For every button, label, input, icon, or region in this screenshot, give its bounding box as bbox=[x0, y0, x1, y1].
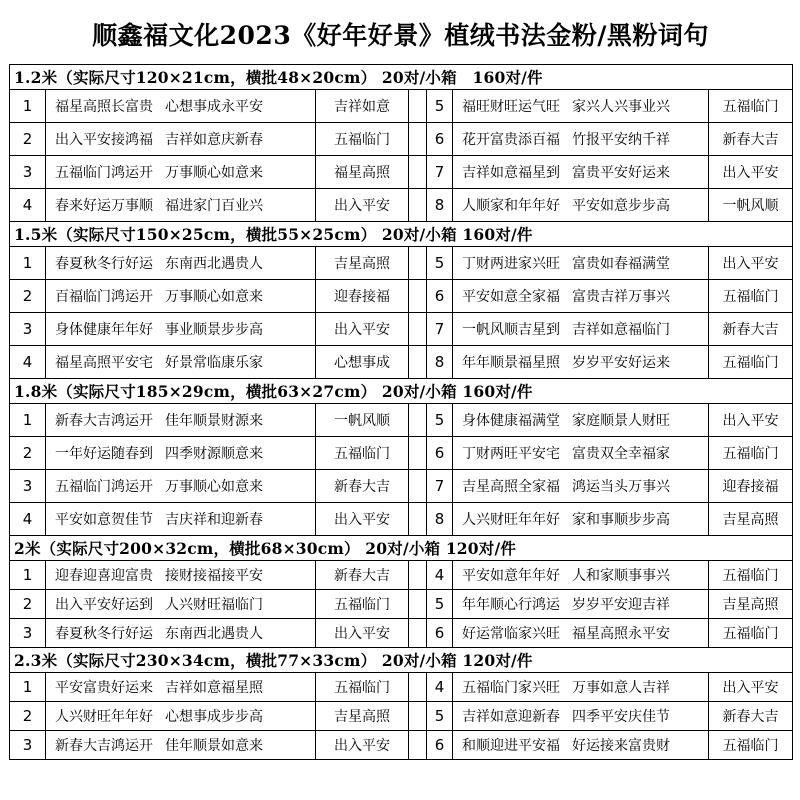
couplet-pair bbox=[453, 156, 709, 189]
horizontal-scroll-text: 出入平安 bbox=[316, 731, 409, 760]
couplet-pair bbox=[453, 503, 709, 536]
item-number: 7 bbox=[427, 470, 453, 503]
item-number: 5 bbox=[427, 590, 453, 619]
couplet-line-lower: 接财接福接平安 bbox=[165, 568, 263, 584]
section-header-text: 1.2米（实际尺寸120×21cm，横批48×20cm） 20对/小箱 160对/件 bbox=[10, 65, 793, 90]
section-header bbox=[10, 65, 793, 90]
couplet-pair bbox=[46, 731, 316, 760]
table-row bbox=[10, 619, 793, 648]
couplet-line-upper: 吉祥如意福星到 bbox=[462, 165, 560, 181]
section-header-text: 1.8米（实际尺寸185×29cm，横批63×27cm） 20对/小箱 160对/件 bbox=[10, 379, 793, 404]
table-row bbox=[10, 673, 793, 702]
couplet-line-lower: 家庭顺景人财旺 bbox=[572, 413, 670, 429]
couplet-line-upper: 福星高照长富贵 bbox=[55, 99, 153, 115]
horizontal-scroll-text: 五福临门 bbox=[709, 619, 793, 648]
horizontal-scroll-text: 五福临门 bbox=[316, 437, 409, 470]
table-row bbox=[10, 280, 793, 313]
couplet-line-lower: 好运接来富贵财 bbox=[572, 738, 670, 754]
couplet-line-upper: 春夏秋冬行好运 bbox=[55, 256, 153, 272]
couplet-line-lower: 竹报平安纳千祥 bbox=[572, 132, 670, 148]
couplet-line-lower: 东南西北遇贵人 bbox=[165, 626, 263, 642]
couplet-line-lower: 吉祥如意庆新春 bbox=[165, 132, 263, 148]
item-number: 3 bbox=[10, 619, 46, 648]
couplet-pair bbox=[453, 90, 709, 123]
item-number: 3 bbox=[10, 470, 46, 503]
couplet-line-lower: 福进家门百业兴 bbox=[165, 198, 263, 214]
horizontal-scroll-text: 迎春接福 bbox=[316, 280, 409, 313]
section-header-text: 1.5米（实际尺寸150×25cm，横批55×25cm） 20对/小箱 160对/件 bbox=[10, 222, 793, 247]
couplet-line-upper: 春来好运万事顺 bbox=[55, 198, 153, 214]
couplet-line-lower: 好景常临康乐家 bbox=[165, 355, 263, 371]
couplet-line-upper: 人兴财旺年年好 bbox=[462, 512, 560, 528]
couplet-pair bbox=[453, 280, 709, 313]
couplet-line-upper: 一帆风顺吉星到 bbox=[462, 322, 560, 338]
couplet-line-lower: 平安如意步步高 bbox=[572, 198, 670, 214]
couplet-line-lower: 心想事成永平安 bbox=[165, 99, 263, 115]
couplet-line-lower: 富贵如春福满堂 bbox=[572, 256, 670, 272]
couplet-pair bbox=[453, 731, 709, 760]
horizontal-scroll-text: 五福临门 bbox=[709, 437, 793, 470]
couplet-line-lower: 心想事成步步高 bbox=[165, 709, 263, 725]
couplet-line-upper: 吉星高照全家福 bbox=[462, 479, 560, 495]
table-row bbox=[10, 404, 793, 437]
item-number: 1 bbox=[10, 404, 46, 437]
couplet-pair bbox=[453, 673, 709, 702]
column-gap bbox=[409, 247, 427, 280]
table-row bbox=[10, 503, 793, 536]
couplet-line-lower: 吉祥如意福星照 bbox=[165, 680, 263, 696]
column-gap bbox=[409, 346, 427, 379]
couplet-line-upper: 和顺迎进平安福 bbox=[462, 738, 560, 754]
couplet-line-lower: 家兴人兴事业兴 bbox=[572, 99, 670, 115]
couplet-pair bbox=[453, 619, 709, 648]
couplet-line-upper: 吉祥如意迎新春 bbox=[462, 709, 560, 725]
table-row bbox=[10, 590, 793, 619]
item-number: 5 bbox=[427, 90, 453, 123]
horizontal-scroll-text: 五福临门 bbox=[709, 731, 793, 760]
couplet-line-upper: 丁财两旺平安宅 bbox=[462, 446, 560, 462]
couplet-line-lower: 佳年顺景财源来 bbox=[165, 413, 263, 429]
item-number: 6 bbox=[427, 437, 453, 470]
item-number: 8 bbox=[427, 346, 453, 379]
item-number: 7 bbox=[427, 313, 453, 346]
couplet-line-lower: 富贵吉祥万事兴 bbox=[572, 289, 670, 305]
couplet-line-lower: 佳年顺景如意来 bbox=[165, 738, 263, 754]
item-number: 5 bbox=[427, 404, 453, 437]
horizontal-scroll-text: 一帆风顺 bbox=[316, 404, 409, 437]
horizontal-scroll-text: 五福临门 bbox=[316, 590, 409, 619]
table-row bbox=[10, 470, 793, 503]
item-number: 2 bbox=[10, 437, 46, 470]
table-row bbox=[10, 346, 793, 379]
couplet-line-lower: 万事顺心如意来 bbox=[165, 479, 263, 495]
table-row bbox=[10, 313, 793, 346]
couplet-line-upper: 平安富贵好运来 bbox=[55, 680, 153, 696]
couplet-pair bbox=[46, 470, 316, 503]
couplet-pair bbox=[46, 673, 316, 702]
couplet-line-lower: 吉祥如意福临门 bbox=[572, 322, 670, 338]
couplet-pair bbox=[453, 470, 709, 503]
horizontal-scroll-text: 五福临门 bbox=[709, 561, 793, 590]
section-header bbox=[10, 222, 793, 247]
item-number: 5 bbox=[427, 247, 453, 280]
horizontal-scroll-text: 出入平安 bbox=[709, 404, 793, 437]
table-row bbox=[10, 731, 793, 760]
couplet-pair bbox=[453, 346, 709, 379]
couplet-line-upper: 人顺家和年年好 bbox=[462, 198, 560, 214]
couplet-pair bbox=[453, 313, 709, 346]
horizontal-scroll-text: 新春大吉 bbox=[709, 313, 793, 346]
couplet-pair bbox=[46, 503, 316, 536]
item-number: 4 bbox=[10, 189, 46, 222]
couplet-line-upper: 身体健康福满堂 bbox=[462, 413, 560, 429]
couplet-line-upper: 五福临门鸿运开 bbox=[55, 165, 153, 181]
horizontal-scroll-text: 五福临门 bbox=[709, 90, 793, 123]
item-number: 6 bbox=[427, 619, 453, 648]
item-number: 1 bbox=[10, 673, 46, 702]
couplet-line-upper: 百福临门鸿运开 bbox=[55, 289, 153, 305]
item-number: 1 bbox=[10, 90, 46, 123]
couplet-pair bbox=[453, 123, 709, 156]
couplet-line-lower: 岁岁平安迎吉祥 bbox=[572, 597, 670, 613]
item-number: 3 bbox=[10, 731, 46, 760]
horizontal-scroll-text: 吉星高照 bbox=[316, 702, 409, 731]
couplet-line-lower: 人和家顺事事兴 bbox=[572, 568, 670, 584]
column-gap bbox=[409, 90, 427, 123]
horizontal-scroll-text: 五福临门 bbox=[709, 280, 793, 313]
item-number: 2 bbox=[10, 702, 46, 731]
couplet-table bbox=[9, 64, 793, 760]
couplet-line-lower: 四季平安庆佳节 bbox=[572, 709, 670, 725]
couplet-line-upper: 丁财两进家兴旺 bbox=[462, 256, 560, 272]
horizontal-scroll-text: 心想事成 bbox=[316, 346, 409, 379]
couplet-line-upper: 福星高照平安宅 bbox=[55, 355, 153, 371]
couplet-pair bbox=[46, 619, 316, 648]
section-header bbox=[10, 379, 793, 404]
horizontal-scroll-text: 迎春接福 bbox=[709, 470, 793, 503]
couplet-line-upper: 出入平安接鸿福 bbox=[55, 132, 153, 148]
couplet-pair bbox=[46, 247, 316, 280]
column-gap bbox=[409, 590, 427, 619]
column-gap bbox=[409, 731, 427, 760]
item-number: 5 bbox=[427, 702, 453, 731]
section-header-text: 2米（实际尺寸200×32cm，横批68×30cm） 20对/小箱 120对/件 bbox=[10, 536, 793, 561]
couplet-pair bbox=[453, 247, 709, 280]
horizontal-scroll-text: 吉星高照 bbox=[709, 590, 793, 619]
item-number: 6 bbox=[427, 280, 453, 313]
horizontal-scroll-text: 吉星高照 bbox=[709, 503, 793, 536]
column-gap bbox=[409, 702, 427, 731]
page-title: 顺鑫福文化2023《好年好景》植绒书法金粉/黑粉词句 bbox=[92, 21, 709, 50]
couplet-line-lower: 万事顺心如意来 bbox=[165, 289, 263, 305]
horizontal-scroll-text: 出入平安 bbox=[316, 503, 409, 536]
item-number: 1 bbox=[10, 247, 46, 280]
couplet-line-lower: 吉庆祥和迎新春 bbox=[165, 512, 263, 528]
couplet-line-upper: 五福临门家兴旺 bbox=[462, 680, 560, 696]
item-number: 7 bbox=[427, 156, 453, 189]
column-gap bbox=[409, 156, 427, 189]
couplet-pair bbox=[453, 189, 709, 222]
couplet-pair bbox=[46, 702, 316, 731]
couplet-pair bbox=[453, 404, 709, 437]
couplet-line-lower: 东南西北遇贵人 bbox=[165, 256, 263, 272]
horizontal-scroll-text: 新春大吉 bbox=[709, 123, 793, 156]
couplet-pair bbox=[453, 702, 709, 731]
couplet-line-lower: 岁岁平安好运来 bbox=[572, 355, 670, 371]
item-number: 4 bbox=[427, 561, 453, 590]
column-gap bbox=[409, 619, 427, 648]
couplet-line-upper: 新春大吉鸿运开 bbox=[55, 738, 153, 754]
table-row bbox=[10, 702, 793, 731]
column-gap bbox=[409, 404, 427, 437]
couplet-line-upper: 一年好运随春到 bbox=[55, 446, 153, 462]
item-number: 4 bbox=[10, 503, 46, 536]
column-gap bbox=[409, 673, 427, 702]
couplet-line-upper: 身体健康年年好 bbox=[55, 322, 153, 338]
table-row bbox=[10, 561, 793, 590]
column-gap bbox=[409, 313, 427, 346]
item-number: 2 bbox=[10, 280, 46, 313]
item-number: 3 bbox=[10, 156, 46, 189]
horizontal-scroll-text: 新春大吉 bbox=[316, 561, 409, 590]
horizontal-scroll-text: 五福临门 bbox=[316, 673, 409, 702]
column-gap bbox=[409, 561, 427, 590]
couplet-line-upper: 好运常临家兴旺 bbox=[462, 626, 560, 642]
couplet-line-lower: 家和事顺步步高 bbox=[572, 512, 670, 528]
column-gap bbox=[409, 437, 427, 470]
couplet-pair bbox=[46, 280, 316, 313]
couplet-line-lower: 鸿运当头万事兴 bbox=[572, 479, 670, 495]
couplet-line-upper: 平安如意全家福 bbox=[462, 289, 560, 305]
table-row bbox=[10, 156, 793, 189]
horizontal-scroll-text: 福星高照 bbox=[316, 156, 409, 189]
couplet-line-upper: 平安如意年年好 bbox=[462, 568, 560, 584]
couplet-line-upper: 平安如意贺佳节 bbox=[55, 512, 153, 528]
couplet-line-upper: 年年顺景福星照 bbox=[462, 355, 560, 371]
column-gap bbox=[409, 189, 427, 222]
item-number: 4 bbox=[10, 346, 46, 379]
item-number: 1 bbox=[10, 561, 46, 590]
couplet-line-lower: 万事如意人吉祥 bbox=[572, 680, 670, 696]
table-row bbox=[10, 123, 793, 156]
couplet-line-upper: 福旺财旺运气旺 bbox=[462, 99, 560, 115]
table-row bbox=[10, 90, 793, 123]
table-row bbox=[10, 189, 793, 222]
couplet-pair bbox=[46, 404, 316, 437]
couplet-pair bbox=[46, 123, 316, 156]
item-number: 6 bbox=[427, 123, 453, 156]
couplet-line-lower: 万事顺心如意来 bbox=[165, 165, 263, 181]
horizontal-scroll-text: 出入平安 bbox=[709, 247, 793, 280]
couplet-line-upper: 五福临门鸿运开 bbox=[55, 479, 153, 495]
couplet-line-upper: 人兴财旺年年好 bbox=[55, 709, 153, 725]
horizontal-scroll-text: 出入平安 bbox=[316, 313, 409, 346]
item-number: 2 bbox=[10, 123, 46, 156]
section-header-text: 2.3米（实际尺寸230×34cm，横批77×33cm） 20对/小箱 120对/件 bbox=[10, 648, 793, 673]
couplet-line-upper: 出入平安好运到 bbox=[55, 597, 153, 613]
couplet-pair bbox=[46, 346, 316, 379]
couplet-pair bbox=[46, 313, 316, 346]
item-number: 8 bbox=[427, 503, 453, 536]
couplet-pair bbox=[46, 189, 316, 222]
couplet-pair bbox=[453, 437, 709, 470]
couplet-line-upper: 花开富贵添百福 bbox=[462, 132, 560, 148]
column-gap bbox=[409, 280, 427, 313]
column-gap bbox=[409, 503, 427, 536]
couplet-pair bbox=[453, 590, 709, 619]
couplet-line-lower: 富贵平安好运来 bbox=[572, 165, 670, 181]
couplet-line-lower: 事业顺景步步高 bbox=[165, 322, 263, 338]
couplet-line-lower: 人兴财旺福临门 bbox=[165, 597, 263, 613]
table-row bbox=[10, 247, 793, 280]
horizontal-scroll-text: 出入平安 bbox=[316, 189, 409, 222]
couplet-line-lower: 富贵双全幸福家 bbox=[572, 446, 670, 462]
section-header bbox=[10, 648, 793, 673]
horizontal-scroll-text: 一帆风顺 bbox=[709, 189, 793, 222]
item-number: 4 bbox=[427, 673, 453, 702]
couplet-pair bbox=[46, 156, 316, 189]
couplet-pair bbox=[46, 437, 316, 470]
horizontal-scroll-text: 出入平安 bbox=[316, 619, 409, 648]
horizontal-scroll-text: 五福临门 bbox=[709, 346, 793, 379]
couplet-line-upper: 迎春迎喜迎富贵 bbox=[55, 568, 153, 584]
item-number: 2 bbox=[10, 590, 46, 619]
horizontal-scroll-text: 五福临门 bbox=[316, 123, 409, 156]
item-number: 6 bbox=[427, 731, 453, 760]
horizontal-scroll-text: 出入平安 bbox=[709, 156, 793, 189]
couplet-line-upper: 年年顺心行鸿运 bbox=[462, 597, 560, 613]
section-header bbox=[10, 536, 793, 561]
couplet-line-upper: 春夏秋冬行好运 bbox=[55, 626, 153, 642]
couplet-line-lower: 四季财源顺意来 bbox=[165, 446, 263, 462]
column-gap bbox=[409, 123, 427, 156]
table-row bbox=[10, 437, 793, 470]
horizontal-scroll-text: 出入平安 bbox=[709, 673, 793, 702]
horizontal-scroll-text: 吉祥如意 bbox=[316, 90, 409, 123]
couplet-pair bbox=[46, 90, 316, 123]
column-gap bbox=[409, 470, 427, 503]
item-number: 3 bbox=[10, 313, 46, 346]
couplet-pair bbox=[453, 561, 709, 590]
horizontal-scroll-text: 新春大吉 bbox=[316, 470, 409, 503]
horizontal-scroll-text: 吉星高照 bbox=[316, 247, 409, 280]
item-number: 8 bbox=[427, 189, 453, 222]
couplet-line-upper: 新春大吉鸿运开 bbox=[55, 413, 153, 429]
couplet-line-lower: 福星高照永平安 bbox=[572, 626, 670, 642]
horizontal-scroll-text: 新春大吉 bbox=[709, 702, 793, 731]
couplet-pair bbox=[46, 590, 316, 619]
couplet-pair bbox=[46, 561, 316, 590]
